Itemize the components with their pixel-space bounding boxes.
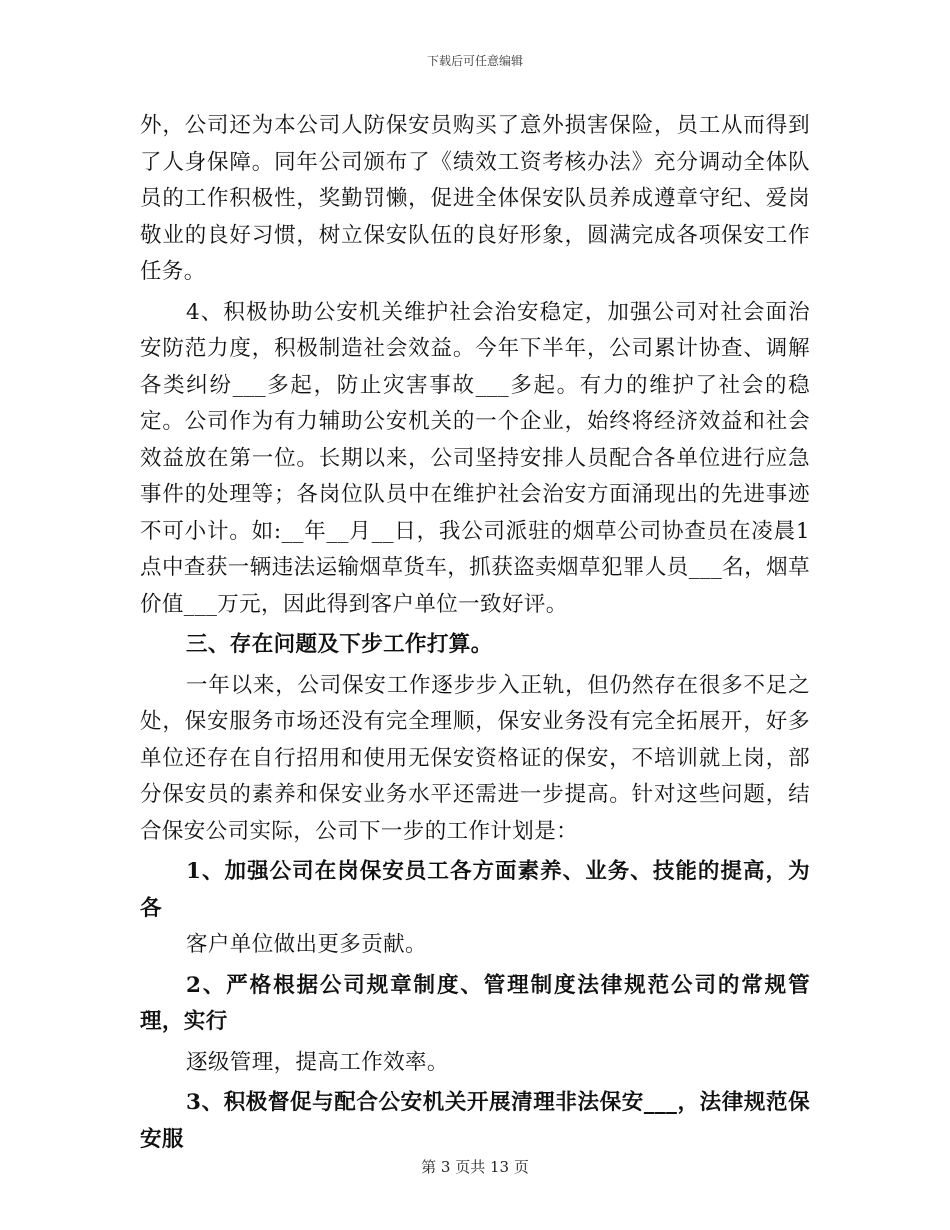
page-footer: 第 3 页共 13 页: [421, 1158, 529, 1176]
plan-item-3: 3、积极督促与配合公安机关开展清理非法保安___，法律规范保安服: [140, 1090, 810, 1152]
plan-item-2: 2、严格根据公司规章制度、管理制度法律规范公司的常规管理，实行: [140, 972, 810, 1034]
plan-item-1: 1、加强公司在岗保安员工各方面素养、业务、技能的提高，为各: [140, 859, 810, 921]
paragraph-problems: 一年以来，公司保安工作逐步步入正轨，但仍然存在很多不足之处，保安服务市场还没有完全理顺，保安业务没有完全拓展开，好多单位还存在自行招用和使用无保安资格证的保安，不培训就上岗，部分保安员的素养和保安业务水平还需进一步提高。针对这些问题，结合保安公司实际，公司下一步的工作计划是：: [140, 672, 810, 844]
paragraph-item-4: 4、积极协助公安机关维护社会治安稳定，加强公司对社会面治安防范力度，积极制造社会效益。今年下半年，公司累计协查、调解各类纠纷___多起，防止灾害事故___多起。有力的维护了社会的稳定。公司作为有力辅助公安机关的一个企业，始终将经济效益和社会效益放在第一位。长期以来，公司坚持安排人员配合各单位进行应急事件的处理等；各岗位队员中在维护社会治安方面涌现出的先进事迹不可小计。如:__年__月__日，我公司派驻的烟草公司协查员在凌晨1点中查获一辆违法运输烟草货车，抓获盗卖烟草犯罪人员___名，烟草价值___万元，因此得到客户单位一致好评。: [140, 299, 810, 617]
page-header: 下载后可任意编辑: [426, 54, 523, 68]
paragraph-insurance: 外，公司还为本公司人防保安员购买了意外损害保险，员工从而得到了人身保障。同年公司颁布了《绩效工资考核办法》充分调动全体队员的工作积极性，奖勤罚懒，促进全体保安队员养成遵章守纪、爱岗敬业的良好习惯，树立保安队伍的良好形象，圆满完成各项保安工作任务。: [140, 113, 810, 284]
plan-item-2-continued: 逐级管理，提高工作效率。: [186, 1049, 449, 1075]
section-heading-3: 三、存在问题及下步工作打算。: [186, 632, 493, 657]
document-body: [140, 108, 810, 1158]
plan-item-1-continued: 客户单位做出更多贡献。: [186, 932, 427, 957]
